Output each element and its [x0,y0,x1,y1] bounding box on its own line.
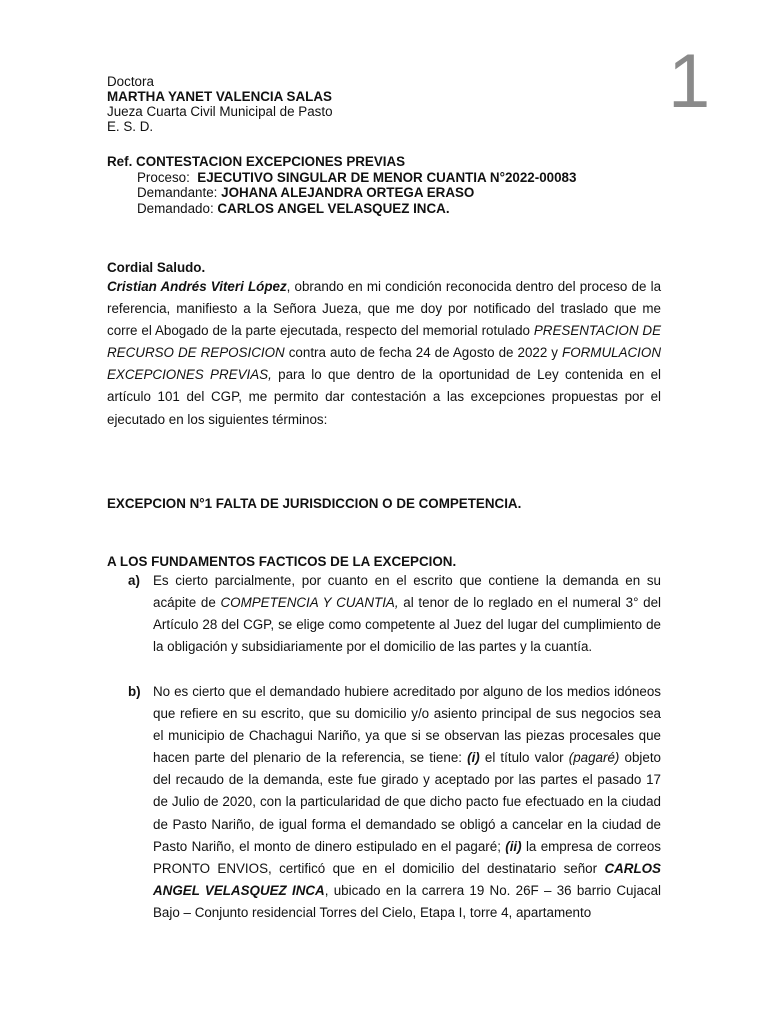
list-item-b [128,681,661,924]
item-b-roman-1: (i) [467,750,480,766]
item-b-roman-2: (ii) [505,838,522,854]
greeting: Cordial Saludo. [107,260,206,275]
intro-title-1: PRESENTACION DE RECURSO DE REPOSICION [107,323,662,361]
item-a-text: Es cierto parcialmente, por cuanto en el escrito que contiene la demanda en su acápite de COMPETENCIA Y CUANTIA, al tenor de lo reglado en el numeral 3° del Artículo 28 del CGP, se elige como competente al Juez del lugar del cumplimiento de la obligación y subsidiariamente por el domicilio de las partes y la cuantía. [153,573,661,655]
intro-paragraph [107,276,661,431]
exception-heading: EXCEPCION N°1 FALTA DE JURISDICCION O DE COMPETENCIA. [107,496,522,511]
intro-title-2: FORMULACION EXCEPCIONES PREVIAS, [107,345,661,383]
page-number: 1 [668,39,711,124]
list-item-a [128,570,661,658]
reference-demandante [137,185,474,201]
demandado-value: CARLOS ANGEL VELASQUEZ INCA. [217,201,450,216]
intro-text-3: para lo que dentro de la oportunidad de Ley contenida en el artículo 101 del CGP, me permito dar contestación a las excepciones propuestas por el ejecutado en los siguientes términos: [107,367,661,427]
addressee-role: Jueza Cuarta Civil Municipal de Pasto [107,104,333,119]
item-b-text: No es cierto que el demandado hubiere acreditado por alguno de los medios idóneos que refiere en su escrito, que su domicilio y/o asiento principal de sus negocios sea el municipio de Chachagui Nariño, ya que si se observan las piezas procesales que hacen parte del plenario de la referencia, se tiene: (i) el título valor (pagaré) objeto del recaudo de la demanda, este fue girado y aceptado por las partes el pasado 17 de Julio de 2020, con la particularidad de que dicho pacto fue efectuado en la ciudad de Pasto Nariño, de igual forma el demandado se obligó a cancelar en la ciudad de Pasto Nariño, el monto de dinero estipulado en el pagaré; (ii) la empresa de correos PRONTO ENVIOS, certificó que en el domicilio del destinatario señor CARLOS ANGEL VELASQUEZ INCA, ubicado en la carrera 19 No. 26F – 36 barrio Cujacal Bajo – Conjunto residencial Torres del Cielo, Etapa I, torre 4, apartamento [153,684,662,920]
proceso-value: EJECUTIVO SINGULAR DE MENOR CUANTIA N°2022-00083 [197,170,577,185]
proceso-label: Proceso: [137,170,190,185]
item-b-label: b) [128,684,141,699]
addressee-esd: E. S. D. [107,119,154,134]
item-a-title: COMPETENCIA Y CUANTIA, [220,595,399,611]
item-a-label: a) [128,573,140,588]
demandante-value: JOHANA ALEJANDRA ORTEGA ERASO [221,185,475,200]
item-b-pagare: (pagaré) [568,750,620,766]
facts-heading: A LOS FUNDAMENTOS FACTICOS DE LA EXCEPCION. [107,554,457,569]
reference-demandado [137,201,450,217]
salutation: Doctora [107,74,154,89]
addressee-name: MARTHA YANET VALENCIA SALAS [107,89,332,104]
intro-text-2: contra auto de fecha 24 de Agosto de 2022 y [284,345,563,361]
demandado-label: Demandado: [137,201,214,216]
demandante-label: Demandante: [137,185,218,200]
reference-proceso [137,170,576,186]
author-name: Cristian Andrés Viteri López [107,279,287,294]
intro-text-1: , obrando en mi condición reconocida dentro del proceso de la referencia, manifiesto a la Señora Jueza, que me doy por notificado del traslado que me corre el Abogado de la parte ejecutada, respecto del memorial rotulado [107,279,662,339]
reference-title: Ref. CONTESTACION EXCEPCIONES PREVIAS [107,154,406,169]
item-b-name: CARLOS ANGEL VELASQUEZ INCA [153,860,661,898]
